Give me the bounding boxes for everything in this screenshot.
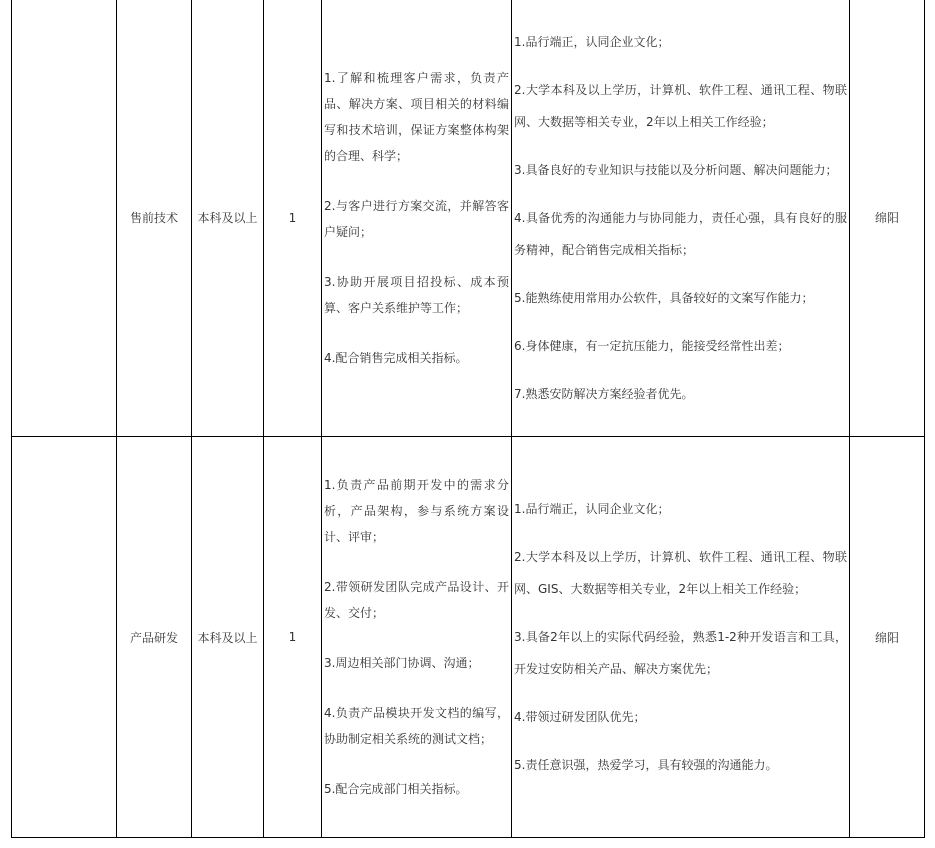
duty-item: 5.配合完成部门相关指标。 [324,782,468,796]
job-title: 产品研发 [117,437,192,838]
table-row [12,0,925,437]
requirement-item: 3.具备2年以上的实际代码经验，熟悉1-2种开发语言和工具，开发过安防相关产品、解决方案优先； [514,630,847,676]
duty-item: 1.了解和梳理客户需求，负责产品、解决方案、项目相关的材料编写和技术培训，保证方案整体构架的合理、科学； [324,70,509,163]
job-title: 售前技术 [117,0,192,437]
work-location: 绵阳 [850,0,925,437]
table-row [12,437,925,838]
duties-cell [322,437,512,838]
headcount: 1 [264,437,322,838]
duty-item: 4.配合销售完成相关指标。 [324,350,468,365]
requirement-item: 5.能熟练使用常用办公软件，具备较好的文案写作能力； [514,290,814,305]
duty-item: 1.负责产品前期开发中的需求分析，产品架构，参与系统方案设计、评审； [324,478,509,544]
requirements-cell [512,0,850,437]
duty-item: 3.周边相关部门协调、沟通； [324,656,480,670]
requirement-item: 1.品行端正，认同企业文化； [514,34,670,49]
duties-cell [322,0,512,437]
job-table [11,0,925,838]
duty-item: 2.带领研发团队完成产品设计、开发、交付； [324,580,509,620]
blank-cell [12,0,117,437]
requirement-item: 4.具备优秀的沟通能力与协同能力，责任心强，具有良好的服务精神，配合销售完成相关指标； [514,210,847,257]
requirement-item: 2.大学本科及以上学历，计算机、软件工程、通讯工程、物联网、GIS、大数据等相关专业，2年以上相关工作经验； [514,550,847,596]
requirements-cell [512,437,850,838]
education-requirement: 本科及以上 [192,437,264,838]
requirement-item: 4.带领过研发团队优先； [514,710,646,724]
work-location: 绵阳 [850,437,925,838]
education-requirement: 本科及以上 [192,0,264,437]
duty-item: 4.负责产品模块开发文档的编写，协助制定相关系统的测试文档； [324,706,509,746]
requirement-item: 1.品行端正，认同企业文化； [514,502,670,516]
duty-item: 2.与客户进行方案交流，并解答客户疑问； [324,198,509,239]
requirement-item: 5.责任意识强，热爱学习，具有较强的沟通能力。 [514,758,778,772]
requirement-item: 6.身体健康，有一定抗压能力，能接受经常性出差； [514,338,790,353]
requirement-item: 7.熟悉安防解决方案经验者优先。 [514,386,694,401]
duty-item: 3.协助开展项目招投标、成本预算、客户关系维护等工作； [324,274,509,315]
blank-cell [12,437,117,838]
requirement-item: 3.具备良好的专业知识与技能以及分析问题、解决问题能力； [514,162,838,177]
headcount: 1 [264,0,322,437]
requirement-item: 2.大学本科及以上学历，计算机、软件工程、通讯工程、物联网、大数据等相关专业，2年以上相关工作经验； [514,82,847,129]
